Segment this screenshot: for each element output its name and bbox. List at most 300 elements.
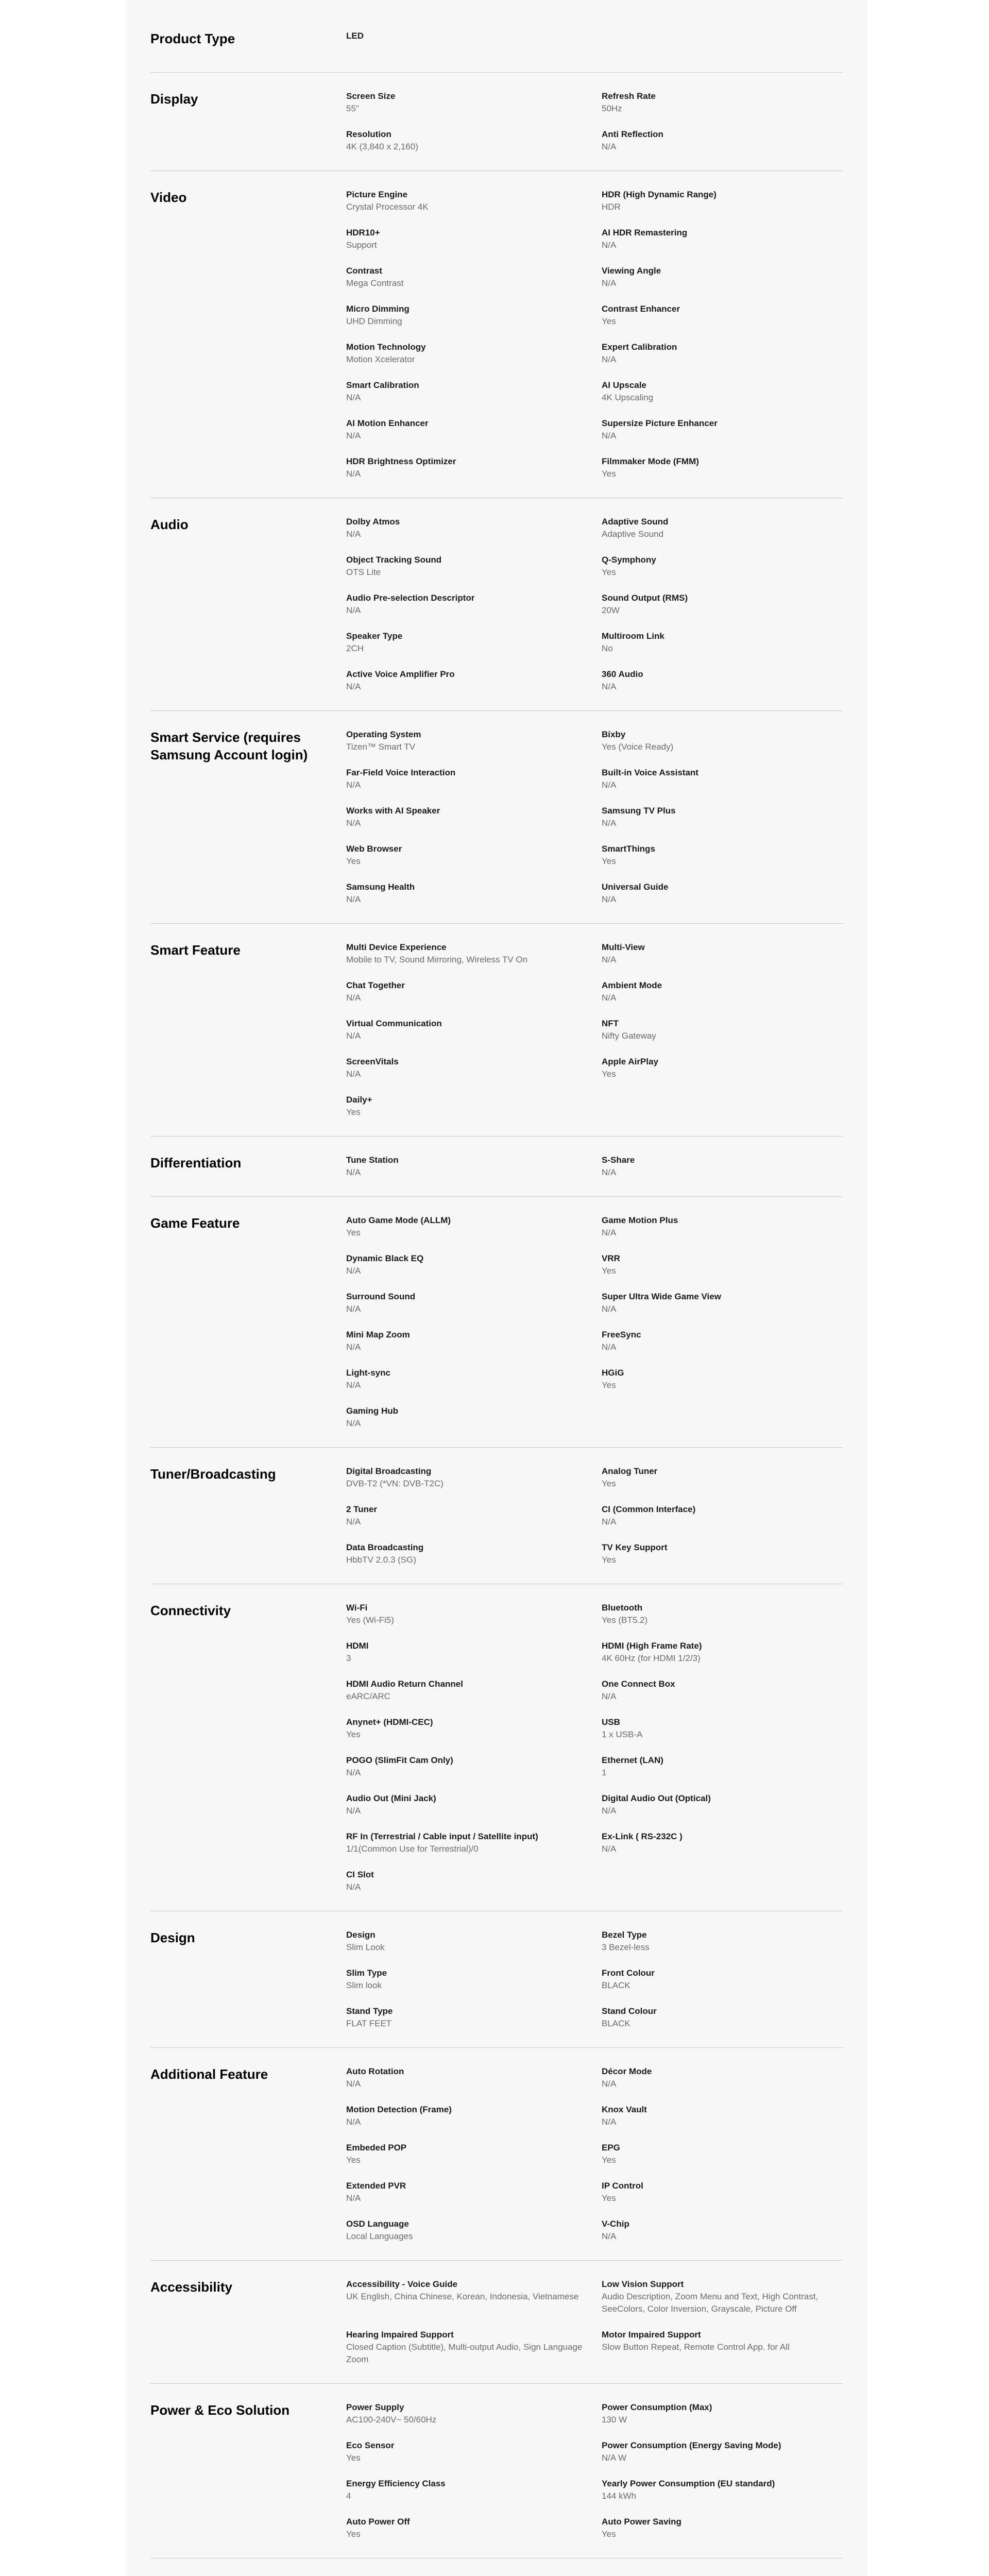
section-title: Power & Eco Solution — [150, 2402, 290, 2418]
spec-name: Motion Technology — [346, 342, 426, 352]
spec-name: CI (Common Interface) — [602, 1504, 696, 1514]
spec-item — [602, 128, 857, 153]
spec-item — [602, 1831, 857, 1855]
spec-item — [602, 1291, 857, 1315]
spec-item — [346, 90, 602, 115]
spec-item — [602, 2142, 857, 2166]
spec-name: Works with AI Speaker — [346, 806, 440, 816]
spec-value: Local Languages — [346, 2231, 413, 2241]
spec-item — [602, 516, 857, 540]
spec-value: Yes — [602, 469, 616, 479]
spec-value: N/A — [602, 142, 617, 151]
spec-name: FreeSync — [602, 1330, 641, 1340]
spec-value: N/A — [602, 1691, 617, 1701]
spec-item — [602, 1678, 857, 1703]
spec-name: HDR Brightness Optimizer — [346, 456, 456, 466]
spec-value: N/A — [346, 431, 361, 440]
section-specs — [346, 941, 857, 1118]
spec-name: AI Motion Enhancer — [346, 418, 429, 428]
spec-name: Stand Colour — [602, 2006, 657, 2016]
spec-section — [150, 1448, 843, 1584]
spec-value: N/A — [602, 240, 617, 250]
spec-value: 144 kWh — [602, 2491, 637, 2501]
spec-item — [602, 805, 857, 829]
spec-item — [346, 1869, 602, 1893]
spec-name: HDMI Audio Return Channel — [346, 1679, 463, 1689]
spec-value: N/A — [346, 1031, 361, 1041]
spec-item — [602, 2329, 857, 2366]
spec-item — [346, 2180, 602, 2205]
spec-item — [346, 2065, 602, 2090]
spec-item — [602, 843, 857, 868]
spec-item — [602, 554, 857, 579]
spec-item — [602, 728, 857, 753]
spec-item — [346, 265, 602, 290]
spec-name: Supersize Picture Enhancer — [602, 418, 718, 428]
spec-value: Yes — [602, 2529, 616, 2539]
spec-item — [346, 2329, 602, 2366]
spec-name: Power Consumption (Energy Saving Mode) — [602, 2441, 781, 2450]
spec-value: 2CH — [346, 643, 364, 653]
spec-name: Virtual Communication — [346, 1019, 442, 1028]
spec-name: Daily+ — [346, 1095, 372, 1105]
spec-item — [602, 2218, 857, 2243]
spec-value: No — [602, 643, 613, 653]
spec-name: Ambient Mode — [602, 980, 662, 990]
spec-item — [346, 767, 602, 791]
spec-item — [346, 843, 602, 868]
spec-section — [150, 2048, 843, 2261]
spec-item — [602, 1602, 857, 1626]
spec-name: Ethernet (LAN) — [602, 1755, 663, 1765]
spec-name: Operating System — [346, 730, 421, 739]
spec-value: 130 W — [602, 2415, 627, 2425]
spec-value: Yes — [602, 2193, 616, 2203]
spec-value: Closed Caption (Subtitle), Multi-output Audio, Sign Language Zoom — [346, 2342, 583, 2364]
spec-value: Mobile to TV, Sound Mirroring, Wireless TV On — [346, 955, 528, 964]
spec-value: N/A — [602, 1228, 617, 1238]
spec-value: Yes — [602, 1069, 616, 1079]
spec-item — [602, 1214, 857, 1239]
spec-name: USB — [602, 1717, 620, 1727]
spec-item — [602, 2278, 857, 2315]
spec-value: 4K (3,840 x 2,160) — [346, 142, 418, 151]
spec-value: Yes — [602, 1266, 616, 1276]
spec-item — [346, 189, 602, 213]
spec-name: S-Share — [602, 1155, 635, 1165]
spec-item — [602, 379, 857, 404]
spec-value: N/A — [602, 2231, 617, 2241]
spec-name: Chat Together — [346, 980, 405, 990]
spec-item — [602, 189, 857, 213]
spec-value: N/A — [346, 1418, 361, 1428]
spec-name: Contrast Enhancer — [602, 304, 680, 314]
spec-value: Nifty Gateway — [602, 1031, 656, 1041]
spec-item — [602, 1929, 857, 1954]
spec-name: Smart Calibration — [346, 380, 419, 390]
spec-name: V-Chip — [602, 2219, 629, 2229]
spec-name: Décor Mode — [602, 2066, 652, 2076]
spec-item — [346, 1214, 602, 1239]
spec-name: Multiroom Link — [602, 631, 664, 641]
spec-name: Low Vision Support — [602, 2279, 684, 2289]
spec-value: N/A — [346, 1517, 361, 1527]
spec-item — [346, 30, 602, 55]
spec-item — [346, 1967, 602, 1992]
spec-item — [346, 2439, 602, 2464]
spec-name: Mini Map Zoom — [346, 1330, 410, 1340]
spec-value: N/A — [346, 529, 361, 539]
spec-value: N/A — [346, 1069, 361, 1079]
spec-value: Yes — [346, 1228, 361, 1238]
spec-name: Light-sync — [346, 1368, 390, 1378]
spec-item — [602, 2401, 857, 2426]
spec-name: Anti Reflection — [602, 129, 663, 139]
section-specs — [346, 1929, 857, 2030]
spec-name: Bluetooth — [602, 1603, 643, 1613]
spec-item — [602, 1056, 857, 1080]
spec-item — [602, 1967, 857, 1992]
spec-value: N/A — [602, 1342, 617, 1352]
spec-item — [602, 2439, 857, 2464]
spec-name: Resolution — [346, 129, 391, 139]
spec-name: Auto Rotation — [346, 2066, 404, 2076]
spec-item — [602, 303, 857, 328]
spec-name: Power Consumption (Max) — [602, 2402, 712, 2412]
spec-value: N/A — [346, 469, 361, 479]
spec-name: Refresh Rate — [602, 91, 656, 101]
spec-value: N/A — [602, 894, 617, 904]
spec-value: Crystal Processor 4K — [346, 202, 429, 212]
spec-item — [602, 265, 857, 290]
spec-value: N/A — [602, 1806, 617, 1816]
spec-item — [346, 979, 602, 1004]
spec-name: Extended PVR — [346, 2181, 406, 2191]
section-specs — [346, 516, 857, 693]
spec-value: Support — [346, 240, 377, 250]
spec-name: Hearing Impaired Support — [346, 2330, 454, 2340]
spec-value: N/A — [346, 605, 361, 615]
spec-section — [150, 14, 843, 73]
spec-value: N/A — [346, 393, 361, 402]
spec-value: N/A — [602, 780, 617, 790]
spec-value: N/A — [346, 780, 361, 790]
spec-item — [346, 668, 602, 693]
spec-value: N/A — [602, 1304, 617, 1314]
spec-section — [150, 498, 843, 711]
spec-name: Bixby — [602, 730, 626, 739]
spec-item — [346, 2478, 602, 2502]
spec-section — [150, 1584, 843, 1911]
spec-item — [346, 592, 602, 617]
spec-value: N/A — [346, 682, 361, 691]
spec-item — [346, 1640, 602, 1665]
spec-value: Slim look — [346, 1980, 382, 1990]
spec-name: Auto Power Saving — [602, 2517, 681, 2527]
spec-value: N/A — [602, 431, 617, 440]
spec-name: Speaker Type — [346, 631, 403, 641]
spec-item — [346, 128, 602, 153]
spec-name: Audio Out (Mini Jack) — [346, 1793, 436, 1803]
spec-value: 1 x USB-A — [602, 1730, 643, 1739]
spec-item — [346, 341, 602, 366]
spec-item — [602, 1329, 857, 1353]
spec-item — [346, 1252, 602, 1277]
spec-name: VRR — [602, 1253, 620, 1263]
spec-item — [602, 2180, 857, 2205]
section-title: Additional Feature — [150, 2066, 268, 2082]
spec-name: CI Slot — [346, 1870, 374, 1879]
spec-value: 55" — [346, 104, 359, 113]
spec-item — [346, 1291, 602, 1315]
spec-name: Embeded POP — [346, 2143, 407, 2153]
spec-value: 20W — [602, 605, 620, 615]
spec-value: N/A — [346, 2079, 361, 2089]
spec-name: Stand Type — [346, 2006, 393, 2016]
spec-value: 4 — [346, 2491, 351, 2501]
spec-item — [346, 1465, 602, 1490]
spec-section — [150, 1137, 843, 1197]
spec-name: Viewing Angle — [602, 266, 661, 276]
spec-value: N/A — [346, 1342, 361, 1352]
spec-name: OSD Language — [346, 2219, 409, 2229]
spec-name: Game Motion Plus — [602, 1215, 678, 1225]
spec-name: Slim Type — [346, 1968, 387, 1978]
spec-item — [346, 417, 602, 442]
spec-item — [602, 1367, 857, 1392]
spec-value: 3 Bezel-less — [602, 1942, 650, 1952]
spec-name: Multi Device Experience — [346, 942, 447, 952]
spec-value: Yes — [346, 2453, 361, 2463]
spec-name: Dolby Atmos — [346, 517, 400, 527]
spec-value: Yes (Wi-Fi5) — [346, 1615, 394, 1625]
spec-value: Yes (BT5.2) — [602, 1615, 648, 1625]
section-title: Video — [150, 190, 187, 205]
spec-item — [602, 90, 857, 115]
spec-name: Motor Impaired Support — [602, 2330, 701, 2340]
spec-value: N/A — [602, 818, 617, 828]
spec-name: Energy Efficiency Class — [346, 2479, 446, 2488]
spec-value: N/A — [602, 955, 617, 964]
spec-name: Digital Audio Out (Optical) — [602, 1793, 711, 1803]
spec-value: N/A — [602, 1844, 617, 1854]
spec-item — [346, 516, 602, 540]
spec-value: 4K 60Hz (for HDMI 1/2/3) — [602, 1653, 701, 1663]
spec-name: Adaptive Sound — [602, 517, 669, 527]
spec-name: HDR (High Dynamic Range) — [602, 190, 717, 199]
section-specs — [346, 1602, 857, 1893]
spec-item — [346, 1678, 602, 1703]
spec-value: AC100-240V~ 50/60Hz — [346, 2415, 437, 2425]
spec-item — [602, 1754, 857, 1779]
spec-value: N/A — [346, 1266, 361, 1276]
spec-item — [346, 227, 602, 251]
spec-item — [602, 1503, 857, 1528]
spec-item — [602, 1716, 857, 1741]
section-title: Smart Service (requires Samsung Account login) — [150, 730, 308, 762]
spec-name: Gaming Hub — [346, 1406, 399, 1416]
spec-value: N/A — [346, 1806, 361, 1816]
spec-item — [346, 2104, 602, 2128]
section-title: Audio — [150, 517, 189, 532]
spec-item — [346, 1602, 602, 1626]
spec-item — [346, 2278, 602, 2315]
spec-item — [602, 630, 857, 655]
spec-name: SmartThings — [602, 844, 655, 854]
spec-item — [602, 1541, 857, 1566]
spec-name: Web Browser — [346, 844, 402, 854]
spec-item — [602, 979, 857, 1004]
spec-item — [602, 2104, 857, 2128]
spec-value: N/A — [602, 2117, 617, 2127]
spec-name: Sound Output (RMS) — [602, 593, 688, 603]
spec-name: Auto Power Off — [346, 2517, 410, 2527]
spec-name: Knox Vault — [602, 2105, 647, 2114]
spec-value: Yes — [346, 1730, 361, 1739]
spec-value: 1/1(Common Use for Terrestrial)/0 — [346, 1844, 479, 1854]
spec-name: Wi-Fi — [346, 1603, 368, 1613]
spec-item — [346, 455, 602, 480]
spec-item — [346, 2516, 602, 2540]
section-title: Product Type — [150, 31, 235, 46]
spec-name: HDMI — [346, 1641, 369, 1651]
spec-item — [602, 2516, 857, 2540]
section-specs — [346, 2401, 857, 2540]
spec-name: Q-Symphony — [602, 555, 656, 565]
spec-value: N/A — [346, 1882, 361, 1892]
spec-value: N/A — [346, 1380, 361, 1390]
spec-value: UK English, China Chinese, Korean, Indonesia, Vietnamese — [346, 2292, 579, 2301]
spec-value: FLAT FEET — [346, 2019, 392, 2028]
spec-name: AI Upscale — [602, 380, 646, 390]
spec-value: Yes — [602, 316, 616, 326]
spec-item — [346, 1503, 602, 1528]
spec-name: Power Supply — [346, 2402, 404, 2412]
spec-item — [346, 1367, 602, 1392]
spec-value: HDR — [602, 202, 621, 212]
spec-item — [346, 554, 602, 579]
spec-name: Apple AirPlay — [602, 1057, 658, 1066]
spec-value: Yes — [346, 2155, 361, 2165]
spec-name: Micro Dimming — [346, 304, 410, 314]
spec-name: Audio Pre-selection Descriptor — [346, 593, 475, 603]
spec-name: HGiG — [602, 1368, 624, 1378]
section-title: Connectivity — [150, 1603, 231, 1618]
section-title: Design — [150, 1930, 195, 1945]
spec-item — [602, 881, 857, 906]
spec-section — [150, 171, 843, 498]
spec-value: 4K Upscaling — [602, 393, 654, 402]
spec-value: Slow Button Repeat, Remote Control App. for All — [602, 2342, 790, 2352]
spec-name: Front Colour — [602, 1968, 655, 1978]
spec-value: HbbTV 2.0.3 (SG) — [346, 1555, 417, 1565]
spec-value: N/A — [346, 894, 361, 904]
section-specs — [346, 90, 857, 153]
spec-item — [602, 941, 857, 966]
spec-name: LED — [346, 31, 364, 41]
spec-item — [346, 2401, 602, 2426]
section-specs — [346, 1214, 857, 1430]
spec-item — [346, 1929, 602, 1954]
spec-value: N/A — [346, 1304, 361, 1314]
spec-name: Multi-View — [602, 942, 645, 952]
spec-name: Data Broadcasting — [346, 1543, 424, 1552]
spec-value: N/A — [346, 2193, 361, 2203]
spec-name: Active Voice Amplifier Pro — [346, 669, 455, 679]
spec-item — [602, 1018, 857, 1042]
spec-item — [346, 2218, 602, 2243]
spec-item — [346, 1405, 602, 1430]
spec-item — [602, 2005, 857, 2030]
spec-item — [346, 1754, 602, 1779]
spec-value: Yes — [346, 1107, 361, 1117]
spec-value: N/A — [602, 993, 617, 1003]
spec-name: Dynamic Black EQ — [346, 1253, 424, 1263]
spec-section — [150, 2384, 843, 2558]
spec-value: N/A — [602, 682, 617, 691]
spec-name: Accessibility - Voice Guide — [346, 2279, 458, 2289]
spec-item — [346, 881, 602, 906]
spec-value: Mega Contrast — [346, 278, 404, 288]
spec-name: Expert Calibration — [602, 342, 677, 352]
spec-item — [602, 1792, 857, 1817]
section-title: Smart Feature — [150, 942, 241, 958]
spec-value: Motion Xcelerator — [346, 354, 415, 364]
spec-value: BLACK — [602, 1980, 630, 1990]
spec-value: UHD Dimming — [346, 316, 402, 326]
spec-value: Yes — [602, 1380, 616, 1390]
specs-panel — [126, 0, 867, 2576]
spec-name: Universal Guide — [602, 882, 669, 892]
spec-name: Super Ultra Wide Game View — [602, 1292, 721, 1301]
spec-section — [150, 924, 843, 1137]
section-specs — [346, 30, 857, 55]
section-specs — [346, 1154, 857, 1179]
spec-item — [602, 1154, 857, 1179]
spec-value: Yes — [602, 1555, 616, 1565]
spec-value: N/A — [602, 2079, 617, 2089]
spec-item — [346, 805, 602, 829]
spec-item — [346, 1018, 602, 1042]
spec-item — [602, 767, 857, 791]
spec-name: HDR10+ — [346, 228, 380, 238]
section-specs — [346, 189, 857, 480]
spec-item — [346, 1154, 602, 1179]
spec-value: N/A — [346, 818, 361, 828]
spec-name: Screen Size — [346, 91, 396, 101]
spec-item — [602, 2478, 857, 2502]
spec-item — [602, 668, 857, 693]
spec-name: Samsung Health — [346, 882, 415, 892]
spec-name: Eco Sensor — [346, 2441, 395, 2450]
spec-name: Motion Detection (Frame) — [346, 2105, 452, 2114]
spec-item — [346, 379, 602, 404]
spec-value: N/A — [346, 1167, 361, 1177]
spec-item — [346, 1792, 602, 1817]
spec-name: ScreenVitals — [346, 1057, 399, 1066]
spec-name: Yearly Power Consumption (EU standard) — [602, 2479, 775, 2488]
spec-item — [602, 1252, 857, 1277]
spec-name: RF In (Terrestrial / Cable input / Satellite input) — [346, 1832, 538, 1841]
spec-value: Yes — [346, 2529, 361, 2539]
spec-value: 3 — [346, 1653, 351, 1663]
spec-name: Built-in Voice Assistant — [602, 768, 698, 777]
spec-value: Yes (Voice Ready) — [602, 742, 674, 752]
spec-value: N/A W — [602, 2453, 627, 2463]
spec-item — [346, 630, 602, 655]
section-title: Game Feature — [150, 1215, 240, 1231]
spec-name: NFT — [602, 1019, 619, 1028]
